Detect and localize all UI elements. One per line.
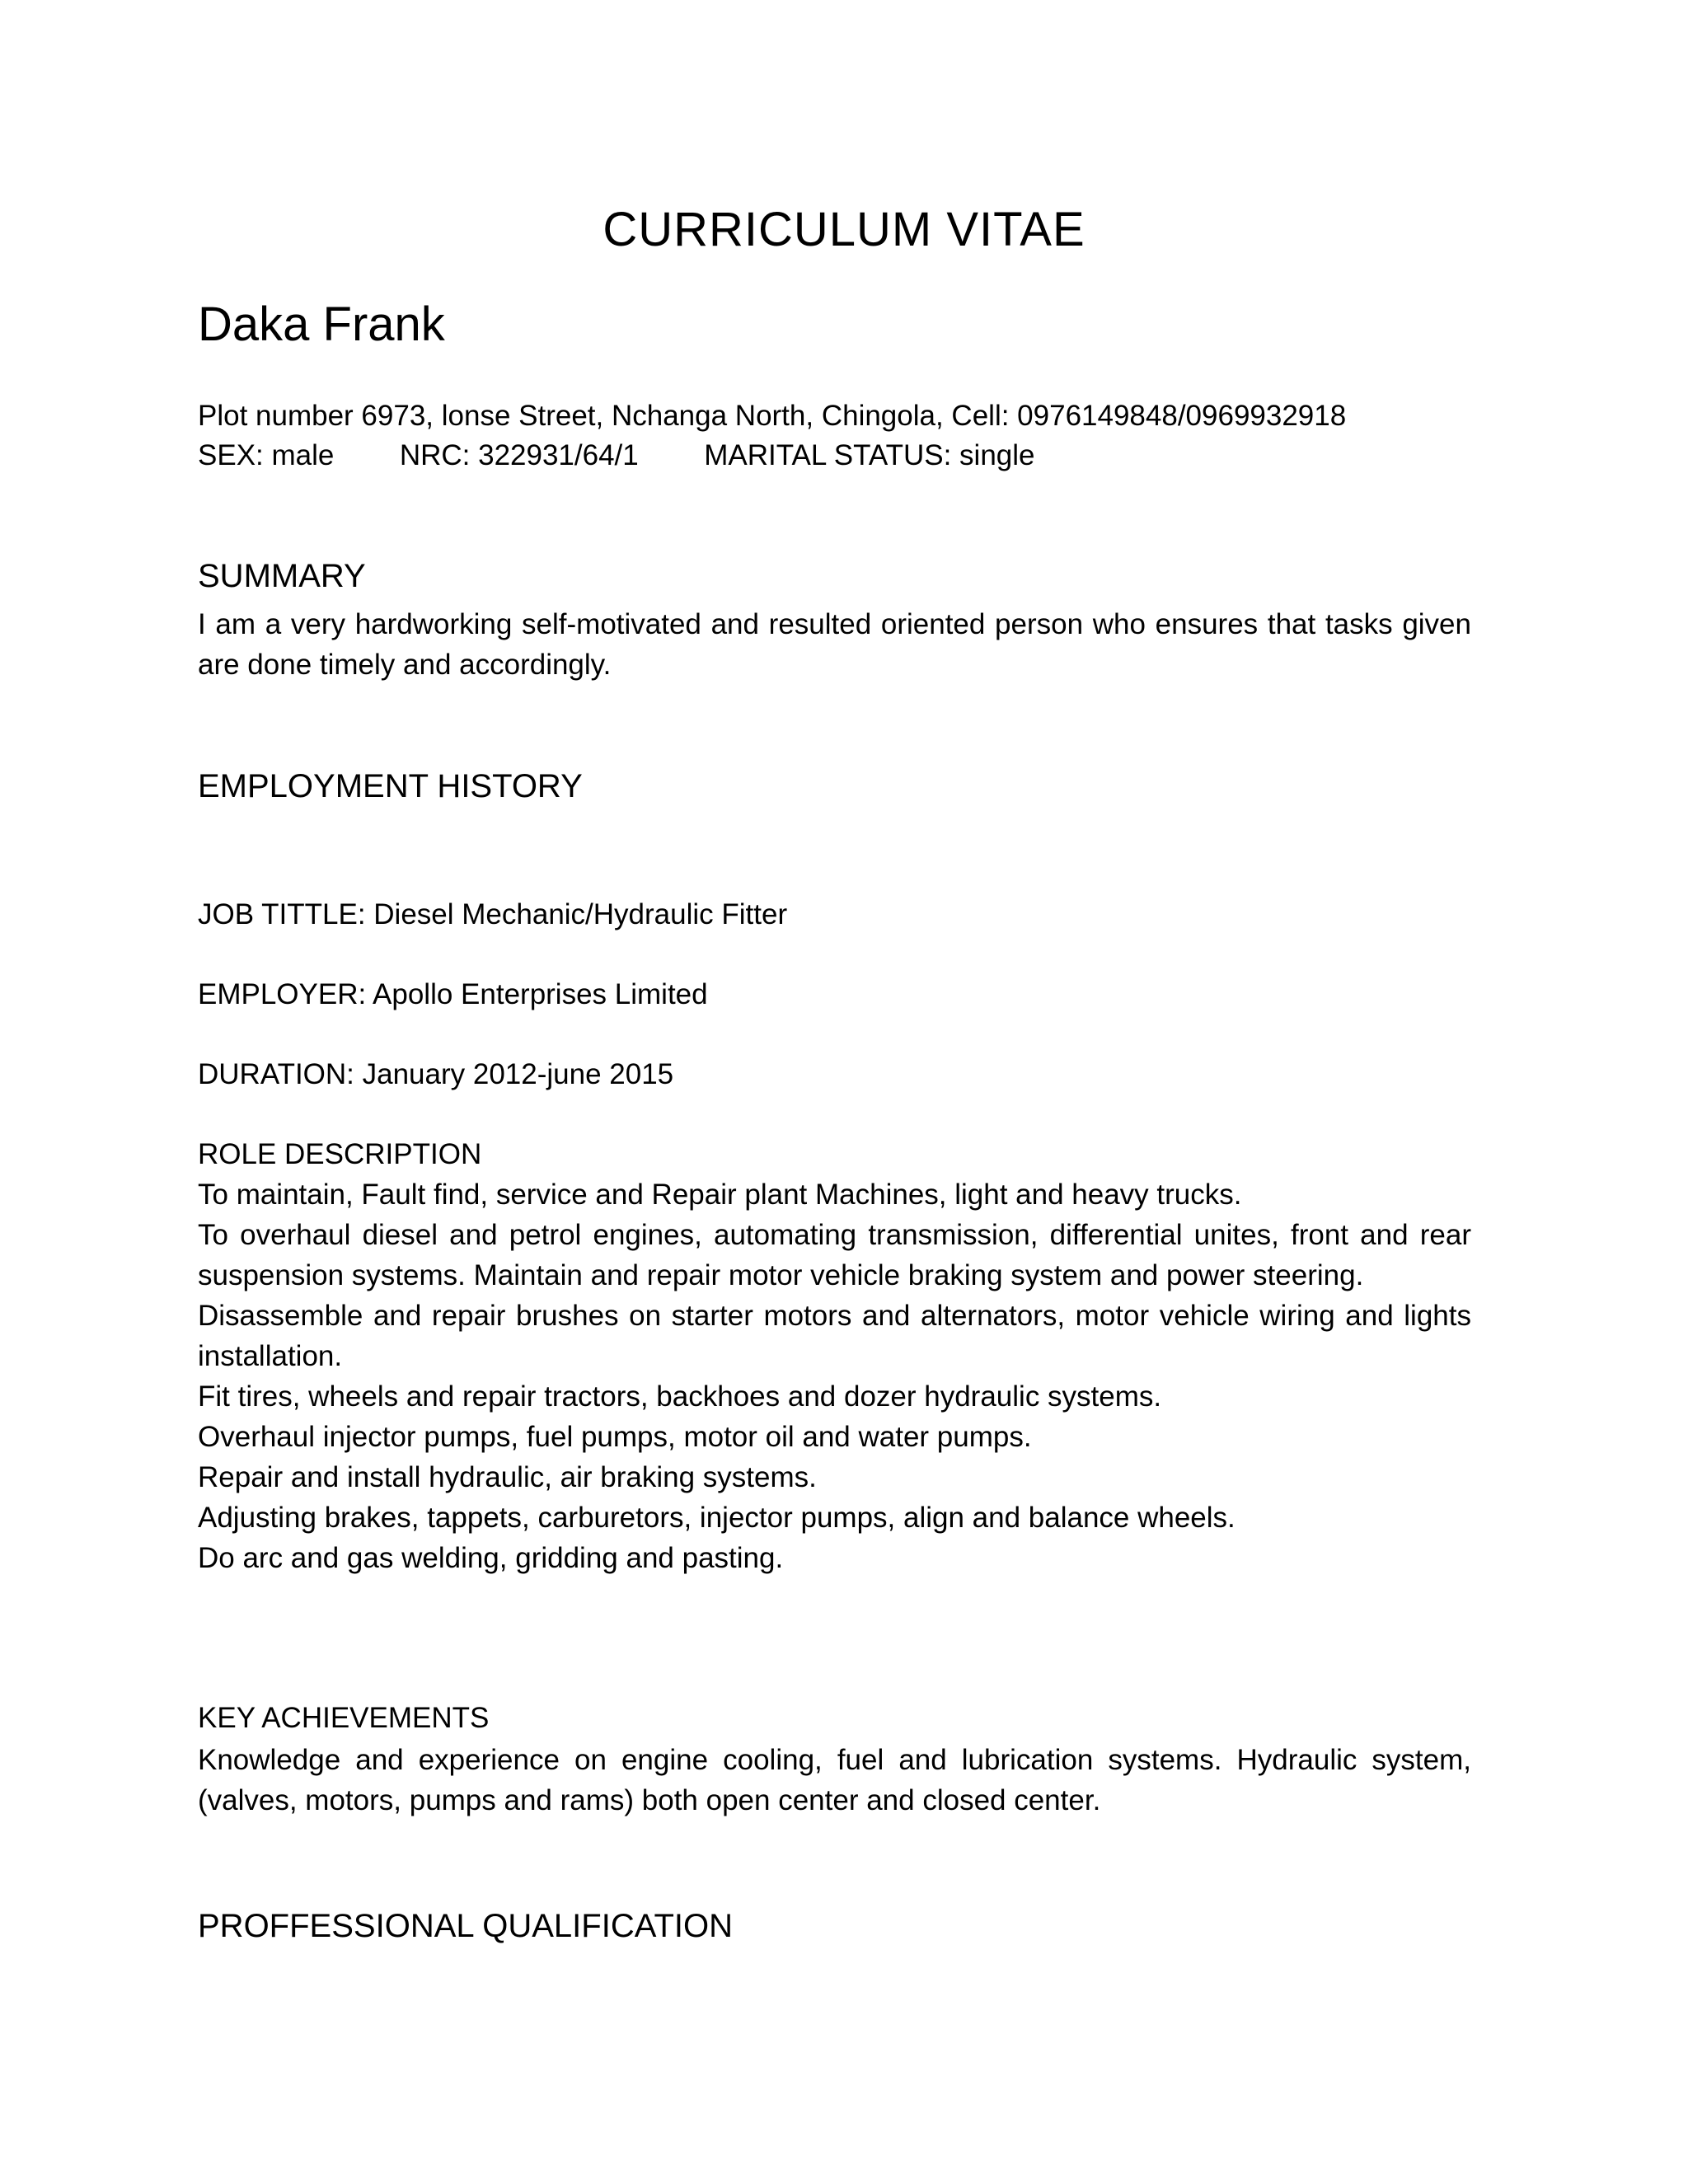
employer: EMPLOYER: Apollo Enterprises Limited — [198, 978, 708, 1010]
key-achievements-text: Knowledge and experience on engine cooling, fuel and lubrication systems. Hydraulic system,(valves, motors, pumps and rams) both open center and closed center. — [198, 1744, 1471, 1816]
role-line: Repair and install hydraulic, air braking systems. — [198, 1461, 817, 1493]
sex-field: SEX: male — [198, 439, 335, 471]
role-line: To overhaul diesel and petrol engines, automating transmission, differential unites, front and rear suspension systems. Maintain and repair motor vehicle braking system and power steering. — [198, 1219, 1471, 1291]
duration: DURATION: January 2012-june 2015 — [198, 1058, 674, 1090]
role-line: To maintain, Fault find, service and Repair plant Machines, light and heavy trucks. — [198, 1179, 1242, 1211]
role-line: Overhaul injector pumps, fuel pumps, motor oil and water pumps. — [198, 1421, 1032, 1453]
applicant-name: Daka Frank — [198, 298, 445, 351]
key-achievements-heading: KEY ACHIEVEMENTS — [198, 1702, 490, 1734]
document-title: CURRICULUM VITAE — [603, 203, 1085, 256]
role-line: Adjusting brakes, tappets, carburetors, injector pumps, align and balance wheels. — [198, 1502, 1236, 1534]
summary-heading: SUMMARY — [198, 558, 366, 594]
marital-status-field: MARITAL STATUS: single — [704, 439, 1035, 471]
personal-details-row — [198, 439, 1035, 472]
summary-text: I am a very hardworking self-motivated and resulted oriented person who ensures that tasks given are done timely and accordingly. — [198, 608, 1471, 681]
job-title: JOB TITTLE: Diesel Mechanic/Hydraulic Fitter — [198, 898, 788, 930]
role-description-heading: ROLE DESCRIPTION — [198, 1138, 482, 1170]
address-line: Plot number 6973, lonse Street, Nchanga North, Chingola, Cell: 0976149848/0969932918 — [198, 400, 1347, 432]
role-line: Do arc and gas welding, gridding and pasting. — [198, 1542, 784, 1574]
nrc-field: NRC: 322931/64/1 — [399, 439, 639, 471]
role-description-list — [198, 1174, 1471, 1578]
role-line: Fit tires, wheels and repair tractors, backhoes and dozer hydraulic systems. — [198, 1380, 1162, 1413]
professional-qualification-heading: PROFFESSIONAL QUALIFICATION — [198, 1908, 733, 1944]
employment-history-heading: EMPLOYMENT HISTORY — [198, 768, 583, 804]
role-line: Disassemble and repair brushes on starter motors and alternators, motor vehicle wiring and lights installation. — [198, 1300, 1471, 1372]
